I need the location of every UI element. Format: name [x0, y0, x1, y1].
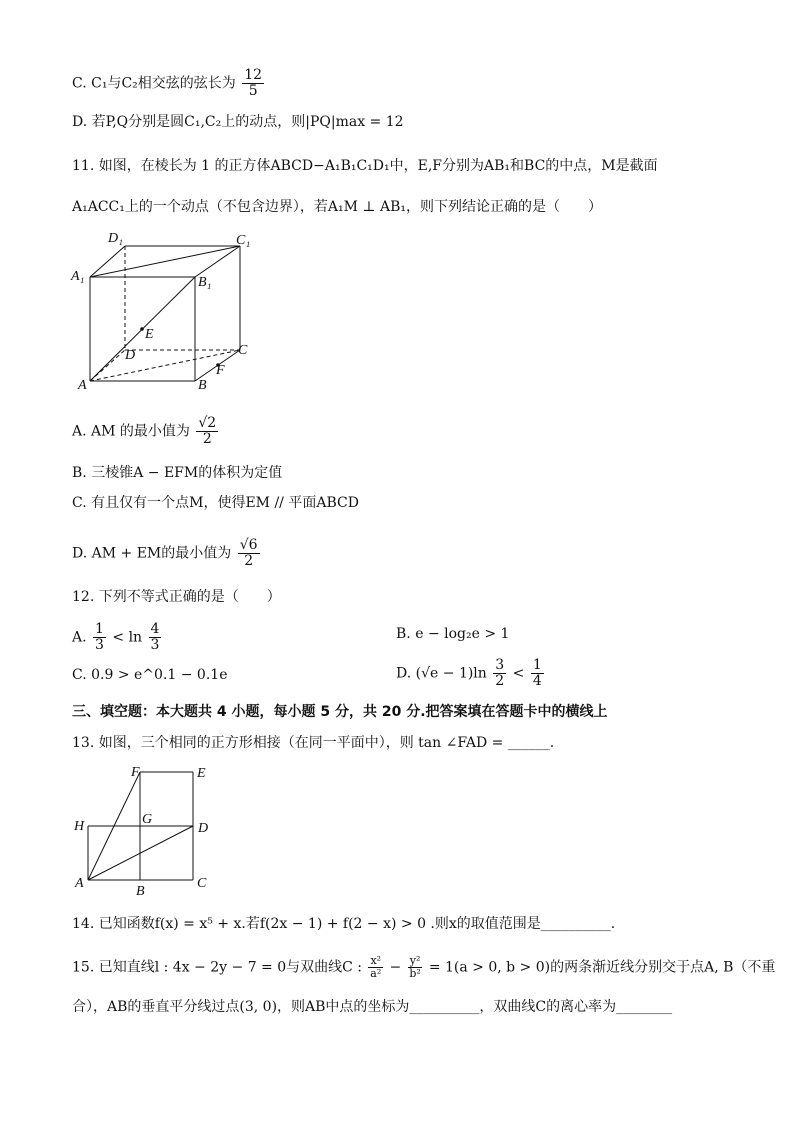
- label-f: F: [131, 765, 140, 780]
- label-d: D: [125, 348, 136, 363]
- label-h: H: [74, 819, 85, 834]
- fraction: [238, 538, 260, 569]
- label-b: B: [198, 378, 207, 393]
- label-d: D: [198, 821, 209, 836]
- q11-option-b-text: 三棱锥A − EFM的体积为定值: [91, 465, 283, 481]
- q15-line1-post: = 1(a > 0, b > 0)的两条渐近线分别交于点A, B（不重: [428, 959, 776, 976]
- label-e: E: [197, 766, 206, 781]
- fraction: [493, 658, 506, 689]
- q11-option-b-label: B.: [72, 465, 87, 481]
- fraction: [196, 416, 218, 447]
- denominator: 2: [495, 673, 505, 689]
- q15-line1-pre: 15. 已知直线l : 4x − 2y − 7 = 0与双曲线C :: [72, 959, 363, 976]
- numerator: 3: [495, 657, 505, 673]
- fraction: [242, 68, 264, 99]
- q12-option-a-mid: < ln: [112, 629, 143, 646]
- q11-stem-line1: 11. 如图，在棱长为 1 的正方体ABCD−A₁B₁C₁D₁中，E,F分别为AB₁和BC的中点，M是截面: [72, 158, 658, 174]
- label-a: A: [78, 378, 87, 393]
- q12-option-b: [396, 624, 509, 644]
- q11-option-b: [72, 463, 282, 483]
- q11-option-c: [72, 493, 359, 513]
- numerator: 1: [532, 657, 542, 673]
- denominator: 3: [95, 637, 104, 653]
- numerator: 1: [95, 621, 104, 637]
- fraction: [531, 658, 544, 689]
- q12-option-a: [72, 622, 163, 653]
- label-d1: D₁: [108, 231, 123, 246]
- q12-option-d-mid: <: [512, 665, 525, 682]
- fraction: [93, 622, 106, 653]
- q12-option-c-text: 0.9 > e^0.1 − 0.1e: [91, 667, 228, 683]
- q11-stem-line2: A₁ACC₁上的一个动点（不包含边界），若A₁M ⊥ AB₁，则下列结论正确的是（ ）: [72, 199, 603, 215]
- q10-option-d-label: D.: [72, 114, 88, 130]
- label-g: G: [142, 812, 153, 827]
- fraction: [368, 955, 383, 980]
- q10-option-d-text: 若P,Q分别是圆C₁,C₂上的动点，则|PQ|max = 12: [91, 114, 404, 130]
- squares-figure: [70, 762, 220, 898]
- q15-line1: [72, 955, 775, 980]
- section-heading: 三、填空题：本大题共 4 小题，每小题 5 分，共 20 分.把答案填在答题卡中的横线上: [72, 704, 608, 720]
- q10-option-c: [72, 68, 266, 99]
- q12-option-b-label: B.: [396, 626, 411, 642]
- label-e: E: [145, 327, 154, 342]
- label-c: C: [197, 876, 207, 891]
- q10-option-c-label: C.: [72, 75, 87, 92]
- minus-sign: −: [389, 959, 402, 976]
- q10-option-d: [72, 112, 404, 132]
- q15-line2: 合），AB的垂直平分线过点(3, 0)，则AB中点的坐标为__________，双曲线C的离心率为________: [72, 999, 673, 1015]
- q12-option-b-text: e − log₂e > 1: [415, 626, 510, 642]
- numerator: √6: [239, 537, 258, 553]
- fraction: [149, 622, 162, 653]
- q11-option-c-text: 有且仅有一个点M，使得EM // 平面ABCD: [91, 495, 359, 511]
- label-a1: A₁: [71, 269, 85, 284]
- q11-option-a-label: A.: [72, 423, 87, 440]
- label-c: C: [238, 343, 248, 358]
- q12-option-a-label: A.: [72, 629, 87, 646]
- denominator: 2: [202, 431, 212, 447]
- q14-stem: 14. 已知函数f(x) = x⁵ + x.若f(2x − 1) + f(2 − x) > 0 .则x的取值范围是__________.: [72, 916, 616, 932]
- q12-option-c: [72, 665, 227, 685]
- q11-option-d: [72, 538, 262, 569]
- label-f: F: [216, 363, 225, 378]
- numerator: √2: [198, 415, 217, 431]
- cube-figure: [70, 226, 260, 396]
- label-c1: C₁: [236, 233, 251, 248]
- q12-option-c-label: C.: [72, 667, 87, 683]
- q11-option-c-label: C.: [72, 495, 87, 511]
- label-b1: B₁: [198, 275, 212, 290]
- q13-stem: 13. 如图，三个相同的正方形相接（在同一平面中），则 tan ∠FAD = ______.: [72, 735, 555, 751]
- q12-option-d-pre: (√e − 1)ln: [415, 665, 487, 682]
- denominator: 5: [248, 83, 258, 99]
- denominator: 2: [244, 553, 254, 569]
- q11-option-d-label: D.: [72, 545, 88, 562]
- q12-option-d: [396, 658, 546, 689]
- numerator: x²: [370, 954, 382, 967]
- numerator: 12: [244, 67, 263, 83]
- denominator: 3: [150, 637, 160, 653]
- denominator: a²: [370, 967, 382, 980]
- denominator: b²: [409, 967, 421, 980]
- fraction: [408, 955, 423, 980]
- q12-option-d-label: D.: [396, 665, 412, 682]
- numerator: y²: [409, 954, 421, 967]
- q11-option-a: [72, 416, 220, 447]
- q11-option-d-text: AM + EM的最小值为: [91, 545, 232, 562]
- numerator: 4: [150, 621, 160, 637]
- label-a: A: [75, 876, 84, 891]
- q11-option-a-text: AM 的最小值为: [91, 423, 190, 440]
- denominator: 4: [532, 673, 542, 689]
- q10-option-c-text: C₁与C₂相交弦的弦长为: [91, 75, 236, 92]
- label-b: B: [136, 884, 145, 898]
- q12-stem: 12. 下列不等式正确的是（ ）: [72, 589, 281, 605]
